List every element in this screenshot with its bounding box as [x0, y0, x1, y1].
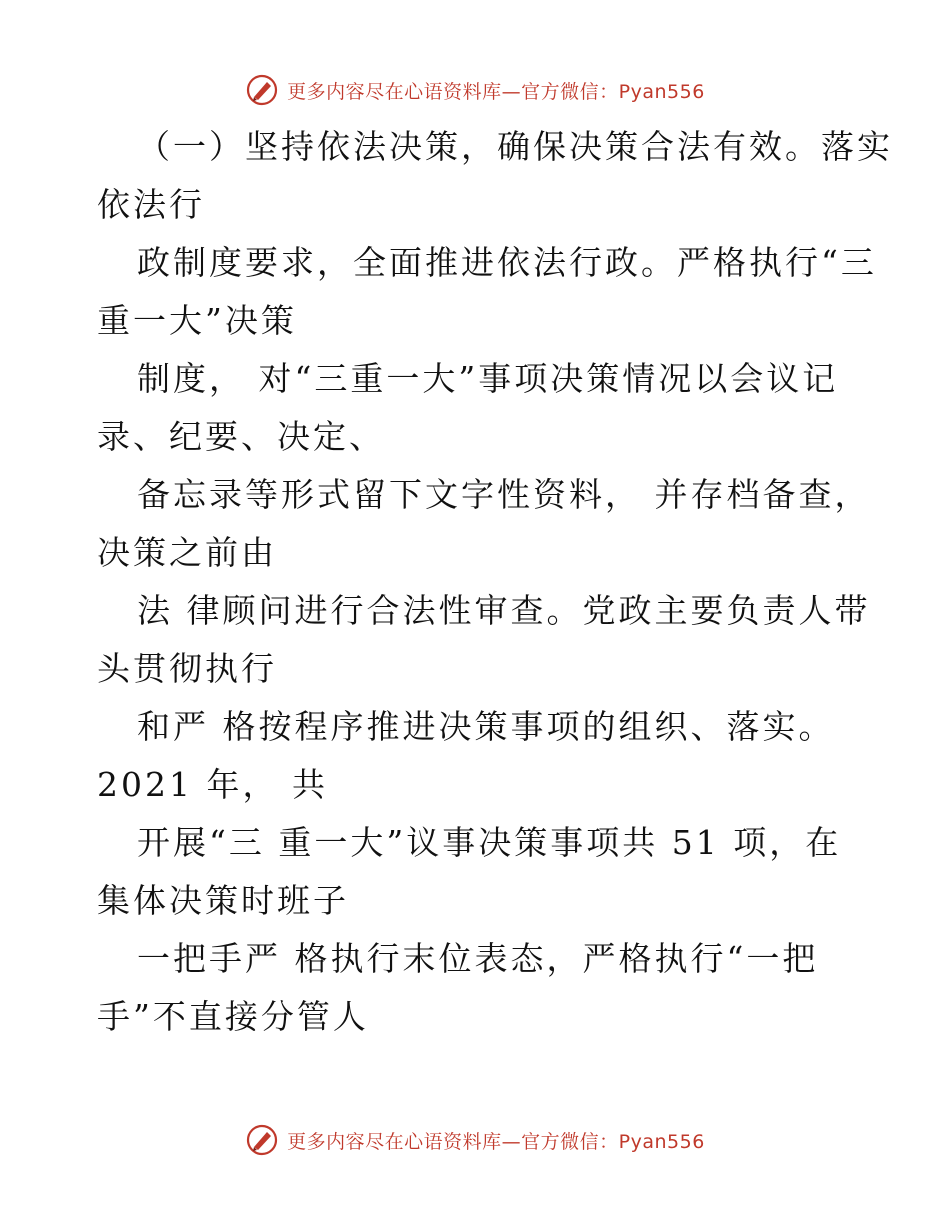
- body-line: 备忘录等形式留下文字性资料， 并存档备查，: [137, 475, 871, 514]
- body-line: 政制度要求，全面推进依法行政。严格执行“三: [137, 243, 877, 282]
- body-line: 开展“三 重一大”议事决策事项共 51 项，在: [137, 823, 842, 862]
- watermark-text: 更多内容尽在心语资料库—官方微信：Pyan556: [287, 1130, 705, 1153]
- body-line: 和严 格按程序推进决策事项的组织、落实。: [137, 707, 835, 746]
- body-line: 手”不直接分管人: [97, 997, 369, 1036]
- body-line: 集体决策时班子: [97, 881, 349, 920]
- body-line: 法 律顾问进行合法性审查。党政主要负责人带: [137, 591, 871, 630]
- body-line: 一把手严 格执行末位表态，严格执行“一把: [137, 939, 819, 978]
- watermark-text: 更多内容尽在心语资料库—官方微信：Pyan556: [287, 80, 705, 103]
- body-line: 录、纪要、决定、: [97, 417, 385, 456]
- body-line: 制度， 对“三重一大”事项决策情况以会议记: [137, 359, 839, 398]
- document-body: [97, 118, 893, 1046]
- body-line: 头贯彻执行: [97, 649, 277, 688]
- body-line: 2021 年， 共: [97, 765, 328, 804]
- pen-logo-icon: [245, 1123, 279, 1157]
- header-watermark: [0, 70, 950, 110]
- footer-watermark: [0, 1120, 950, 1160]
- pen-logo-icon: [245, 73, 279, 107]
- body-line: 依法行: [97, 185, 205, 224]
- body-line: 重一大”决策: [97, 301, 297, 340]
- body-line: 决策之前由: [97, 533, 277, 572]
- body-line: （一）坚持依法决策，确保决策合法有效。落实: [137, 127, 893, 166]
